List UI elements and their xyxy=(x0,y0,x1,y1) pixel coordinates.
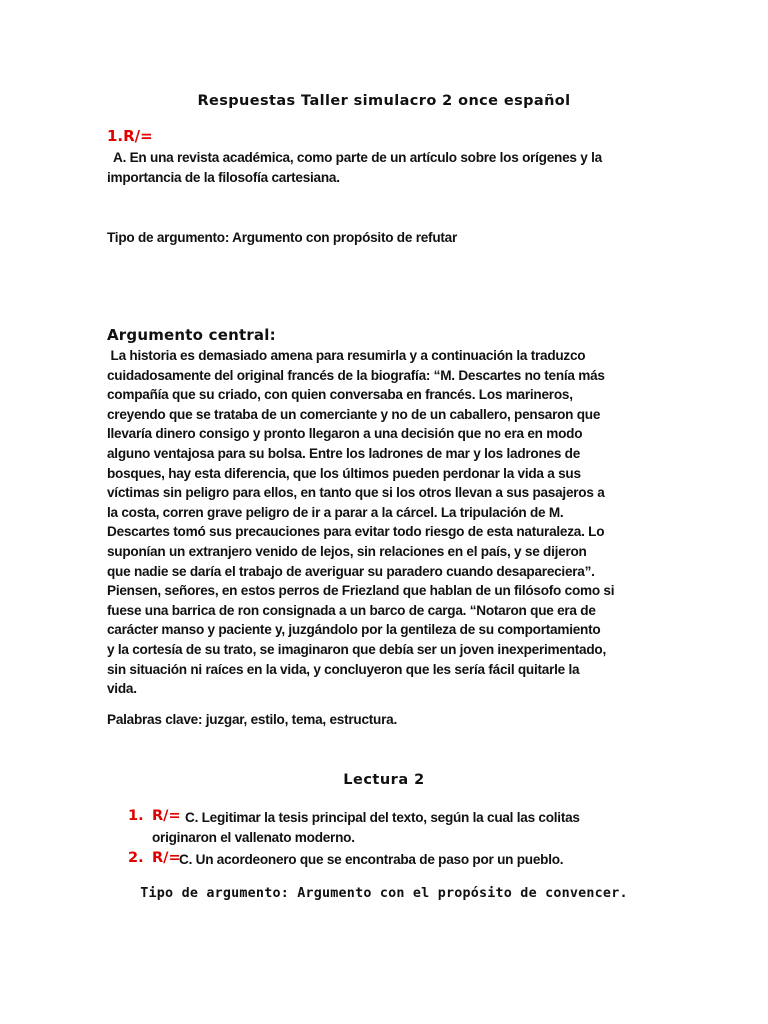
paragraph-line: suponían un extranjero venido de lejos, sin relaciones en el país, y se dijeron xyxy=(107,543,587,559)
paragraph-line: creyendo que se trataba de un comerciante y no de un caballero, pensaron que xyxy=(107,406,601,422)
argument-type-1: Tipo de argumento: Argumento con propósito de refutar xyxy=(107,230,458,245)
paragraph-line: Piensen, señores, en estos perros de Friezland que hablan de un filósofo como si xyxy=(107,583,615,599)
paragraph-line: sin situación ni raíces en la vida, y concluyeron que les sería fácil quitarle la xyxy=(107,661,580,677)
paragraph-line: carácter manso y paciente y, juzgándolo por la gentileza de su comportamiento xyxy=(107,622,601,638)
answer-1-line-1: A. En una revista académica, como parte de un artículo sobre los orígenes y la xyxy=(113,150,602,165)
lectura-2-heading: Lectura 2 xyxy=(343,772,425,788)
answer-1-text xyxy=(107,148,667,187)
paragraph-line: que nadie se daría el trabajo de averiguar su paradero cuando desapareciera”. xyxy=(107,563,595,579)
list-item-text: C. Un acordeonero que se encontraba de paso por un pueblo. xyxy=(179,852,564,867)
list-item-number: 2. xyxy=(128,850,144,866)
paragraph-line: la costa, corren grave peligro de ir a parar a la cárcel. La tripulación de M. xyxy=(107,504,564,520)
central-argument-body xyxy=(107,346,667,699)
answer-label: R/= xyxy=(152,850,181,866)
paragraph-line: y la cortesía de su trato, se imaginaron que debía ser un joven inexperimentado, xyxy=(107,641,606,657)
paragraph-line: cuidadosamente del original francés de la biografía: “M. Descartes no tenía más xyxy=(107,367,605,383)
answer-1-heading: 1.R/= xyxy=(107,127,153,145)
paragraph-line: La historia es demasiado amena para resumirla y a continuación la traduzco xyxy=(107,348,586,363)
paragraph-line: vida. xyxy=(107,681,137,697)
central-argument-heading: Argumento central: xyxy=(107,326,276,344)
paragraph-line: víctimas sin peligro para ellos, en tanto que si los otros llevan a sus pasajeros a xyxy=(107,485,605,501)
paragraph-line: llevaría dinero consigo y pronto llegaron a una decisión que no era en modo xyxy=(107,426,583,442)
list-item-text: C. Legitimar la tesis principal del texto, según la cual las colitas xyxy=(185,810,580,825)
paragraph-line: alguno ventajosa para su bolsa. Entre los ladrones de mar y los ladrones de xyxy=(107,445,581,461)
paragraph-line: Descartes tomó sus precauciones para evitar todo riesgo de esta naturaleza. Lo xyxy=(107,524,605,540)
list-item-text-continued: originaron el vallenato moderno. xyxy=(152,830,355,845)
page-title: Respuestas Taller simulacro 2 once español xyxy=(197,93,571,109)
answer-label: R/= xyxy=(152,808,181,824)
paragraph-line: bosques, hay esta diferencia, que los últimos pueden perdonar la vida a sus xyxy=(107,465,581,481)
answer-1-line-2: importancia de la filosofía cartesiana. xyxy=(107,169,340,185)
keywords-line: Palabras clave: juzgar, estilo, tema, estructura. xyxy=(107,712,397,727)
paragraph-line: fuese una barrica de ron consignada a un barco de carga. “Notaron que era de xyxy=(107,602,596,618)
paragraph-line: compañía que su criado, con quien conversaba en francés. Los marineros, xyxy=(107,387,573,403)
argument-type-2: Tipo de argumento: Argumento con el propósito de convencer. xyxy=(140,886,628,901)
list-item-number: 1. xyxy=(128,808,144,824)
